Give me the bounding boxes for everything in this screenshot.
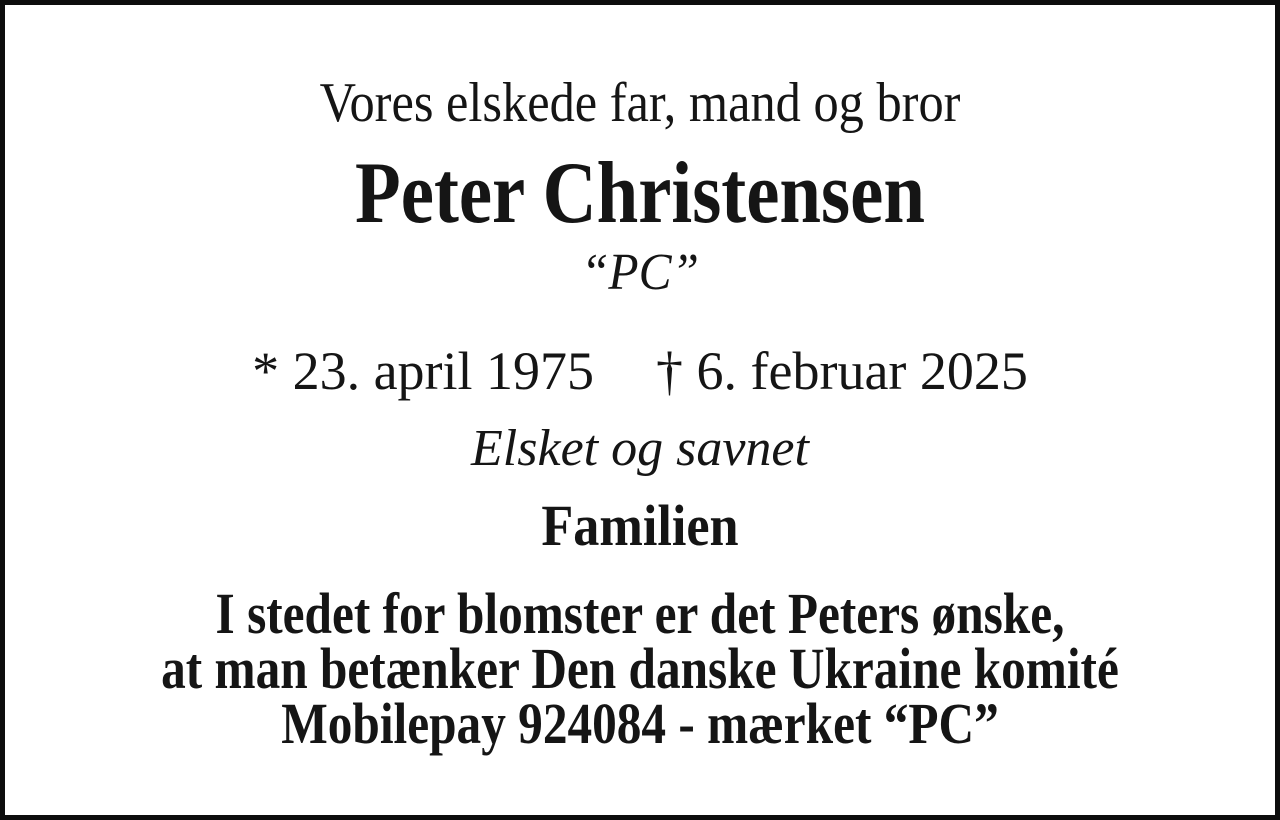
- message-line-2: at man betænker Den danske Ukraine komité: [161, 636, 1119, 701]
- life-dates: [5, 343, 1275, 399]
- death-date: † 6. februar 2025: [656, 341, 1028, 401]
- nickname: “PC”: [580, 244, 700, 301]
- deceased-name: Peter Christensen: [355, 145, 925, 242]
- message-line-3: Mobilepay 924084 - mærket “PC”: [281, 691, 999, 756]
- birth-date: * 23. april 1975: [252, 341, 595, 401]
- donation-message: [100, 581, 1180, 756]
- farewell-line: Elsket og savnet: [471, 420, 809, 477]
- signature: Familien: [541, 493, 739, 558]
- intro-line: Vores elskede far, mand og bror: [319, 72, 961, 134]
- message-line-1: I stedet for blomster er det Peters ønske,: [215, 581, 1065, 646]
